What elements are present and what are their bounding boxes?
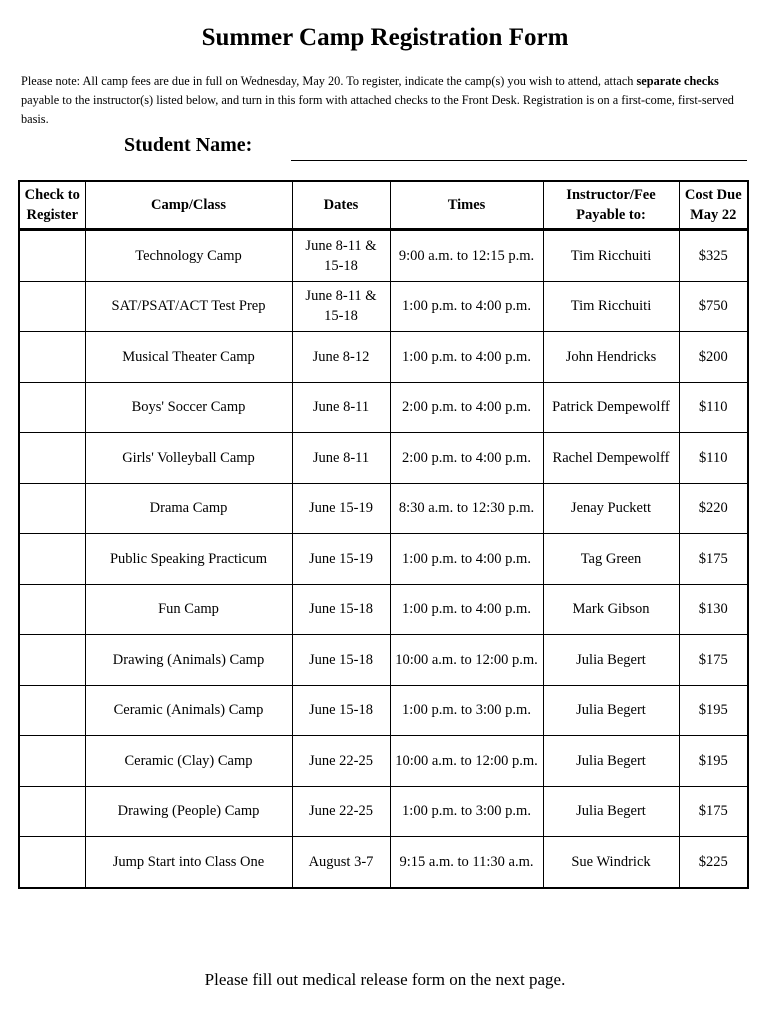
dates-text: June 8-11 xyxy=(312,449,370,466)
times-cell: 2:00 p.m. to 4:00 p.m. xyxy=(390,382,543,433)
col-header-times: Times xyxy=(390,181,543,230)
instructor-cell: Tim Ricchuiti xyxy=(543,230,679,282)
col-header-cost-line1: Cost Due xyxy=(684,187,742,203)
student-name-field[interactable] xyxy=(291,160,747,161)
dates-cell xyxy=(292,534,390,585)
register-checkbox-cell[interactable] xyxy=(19,736,85,787)
times-cell: 1:00 p.m. to 4:00 p.m. xyxy=(390,281,543,332)
instructor-cell: Julia Begert xyxy=(543,736,679,787)
note-text-2: payable to the instructor(s) listed below, and turn in this form with attached checks to the Front Desk. Registration is on a first-come, first-served basis. xyxy=(21,93,734,126)
cost-cell: $225 xyxy=(679,837,748,888)
cost-cell: $195 xyxy=(679,736,748,787)
col-header-instructor-line2: Payable to: xyxy=(576,207,646,223)
times-cell: 2:00 p.m. to 4:00 p.m. xyxy=(390,433,543,484)
camp-name-cell: SAT/PSAT/ACT Test Prep xyxy=(85,281,292,332)
instructor-cell: Patrick Dempewolff xyxy=(543,382,679,433)
instructor-cell: Tag Green xyxy=(543,534,679,585)
dates-text: June 8-11 xyxy=(312,399,370,416)
table-row xyxy=(19,786,748,837)
camp-name-cell: Drawing (People) Camp xyxy=(85,786,292,837)
dates-text: 15-18 xyxy=(324,308,358,325)
dates-text: June 22-25 xyxy=(308,803,374,820)
times-cell: 10:00 a.m. to 12:00 p.m. xyxy=(390,736,543,787)
instructor-cell: John Hendricks xyxy=(543,332,679,383)
cost-cell: $750 xyxy=(679,281,748,332)
camp-registration-table xyxy=(18,180,749,889)
cost-cell: $110 xyxy=(679,382,748,433)
camp-name-cell: Girls' Volleyball Camp xyxy=(85,433,292,484)
col-header-check xyxy=(19,181,85,230)
cost-cell: $130 xyxy=(679,584,748,635)
table-row xyxy=(19,685,748,736)
camp-name-cell: Fun Camp xyxy=(85,584,292,635)
table-row xyxy=(19,332,748,383)
times-cell: 1:00 p.m. to 3:00 p.m. xyxy=(390,786,543,837)
camp-name-cell: Ceramic (Clay) Camp xyxy=(85,736,292,787)
camp-name-cell: Technology Camp xyxy=(85,230,292,282)
dates-cell xyxy=(292,382,390,433)
col-header-camp: Camp/Class xyxy=(85,181,292,230)
register-checkbox-cell[interactable] xyxy=(19,786,85,837)
instructor-cell: Julia Begert xyxy=(543,786,679,837)
table-header-row xyxy=(19,181,748,230)
instructor-cell: Julia Begert xyxy=(543,635,679,686)
dates-cell xyxy=(292,736,390,787)
dates-cell xyxy=(292,837,390,888)
camp-name-cell: Drama Camp xyxy=(85,483,292,534)
dates-text: 15-18 xyxy=(324,257,358,274)
cost-cell: $195 xyxy=(679,685,748,736)
cost-cell: $175 xyxy=(679,786,748,837)
times-cell: 9:15 a.m. to 11:30 a.m. xyxy=(390,837,543,888)
cost-cell: $325 xyxy=(679,230,748,282)
cost-cell: $175 xyxy=(679,534,748,585)
times-cell: 1:00 p.m. to 3:00 p.m. xyxy=(390,685,543,736)
camp-name-cell: Drawing (Animals) Camp xyxy=(85,635,292,686)
dates-text: June 15-18 xyxy=(308,601,374,618)
times-cell: 9:00 a.m. to 12:15 p.m. xyxy=(390,230,543,282)
note-text-1: Please note: All camp fees are due in full on Wednesday, May 20. To register, indicate the camp(s) you wish to attend, attach xyxy=(21,74,637,88)
note-bold-text: separate checks xyxy=(636,74,719,88)
student-name-label: Student Name: xyxy=(124,134,253,156)
dates-text: June 15-19 xyxy=(308,500,374,517)
col-header-cost-line2: May 22 xyxy=(690,207,737,223)
register-checkbox-cell[interactable] xyxy=(19,685,85,736)
register-checkbox-cell[interactable] xyxy=(19,483,85,534)
dates-cell xyxy=(292,635,390,686)
register-checkbox-cell[interactable] xyxy=(19,230,85,282)
col-header-check-line2: Register xyxy=(26,207,79,223)
register-checkbox-cell[interactable] xyxy=(19,837,85,888)
cost-cell: $200 xyxy=(679,332,748,383)
table-row xyxy=(19,635,748,686)
dates-cell xyxy=(292,332,390,383)
register-checkbox-cell[interactable] xyxy=(19,382,85,433)
dates-cell xyxy=(292,281,390,332)
registration-note xyxy=(21,72,749,129)
col-header-instructor xyxy=(543,181,679,230)
dates-cell xyxy=(292,230,390,282)
footer-note: Please fill out medical release form on the next page. xyxy=(204,970,566,989)
dates-cell xyxy=(292,433,390,484)
instructor-cell: Rachel Dempewolff xyxy=(543,433,679,484)
instructor-cell: Julia Begert xyxy=(543,685,679,736)
register-checkbox-cell[interactable] xyxy=(19,281,85,332)
dates-text: June 22-25 xyxy=(308,752,374,769)
table-row xyxy=(19,433,748,484)
col-header-dates: Dates xyxy=(292,181,390,230)
table-row xyxy=(19,584,748,635)
dates-cell xyxy=(292,584,390,635)
register-checkbox-cell[interactable] xyxy=(19,584,85,635)
dates-text: June 15-18 xyxy=(308,651,374,668)
camp-name-cell: Jump Start into Class One xyxy=(85,837,292,888)
col-header-check-line1: Check to xyxy=(24,187,80,203)
table-row xyxy=(19,483,748,534)
dates-text: August 3-7 xyxy=(308,853,374,870)
dates-cell xyxy=(292,483,390,534)
dates-text: June 8-11 & xyxy=(305,237,377,254)
table-row xyxy=(19,382,748,433)
cost-cell: $110 xyxy=(679,433,748,484)
instructor-cell: Sue Windrick xyxy=(543,837,679,888)
cost-cell: $220 xyxy=(679,483,748,534)
dates-cell xyxy=(292,685,390,736)
table-row xyxy=(19,230,748,282)
register-checkbox-cell[interactable] xyxy=(19,635,85,686)
register-checkbox-cell[interactable] xyxy=(19,332,85,383)
table-row xyxy=(19,281,748,332)
table-row xyxy=(19,837,748,888)
register-checkbox-cell[interactable] xyxy=(19,433,85,484)
dates-text: June 15-18 xyxy=(308,702,374,719)
dates-text: June 8-11 & xyxy=(305,288,377,305)
times-cell: 1:00 p.m. to 4:00 p.m. xyxy=(390,534,543,585)
col-header-cost xyxy=(679,181,748,230)
instructor-cell: Tim Ricchuiti xyxy=(543,281,679,332)
dates-text: June 15-19 xyxy=(308,550,374,567)
instructor-cell: Jenay Puckett xyxy=(543,483,679,534)
instructor-cell: Mark Gibson xyxy=(543,584,679,635)
camp-name-cell: Ceramic (Animals) Camp xyxy=(85,685,292,736)
times-cell: 8:30 a.m. to 12:30 p.m. xyxy=(390,483,543,534)
table-row xyxy=(19,736,748,787)
cost-cell: $175 xyxy=(679,635,748,686)
table-row xyxy=(19,534,748,585)
form-title: Summer Camp Registration Form xyxy=(201,24,569,51)
camp-name-cell: Musical Theater Camp xyxy=(85,332,292,383)
times-cell: 10:00 a.m. to 12:00 p.m. xyxy=(390,635,543,686)
camp-name-cell: Boys' Soccer Camp xyxy=(85,382,292,433)
times-cell: 1:00 p.m. to 4:00 p.m. xyxy=(390,584,543,635)
times-cell: 1:00 p.m. to 4:00 p.m. xyxy=(390,332,543,383)
dates-text: June 8-12 xyxy=(312,348,370,365)
camp-name-cell: Public Speaking Practicum xyxy=(85,534,292,585)
register-checkbox-cell[interactable] xyxy=(19,534,85,585)
dates-cell xyxy=(292,786,390,837)
col-header-instructor-line1: Instructor/Fee xyxy=(566,187,656,203)
